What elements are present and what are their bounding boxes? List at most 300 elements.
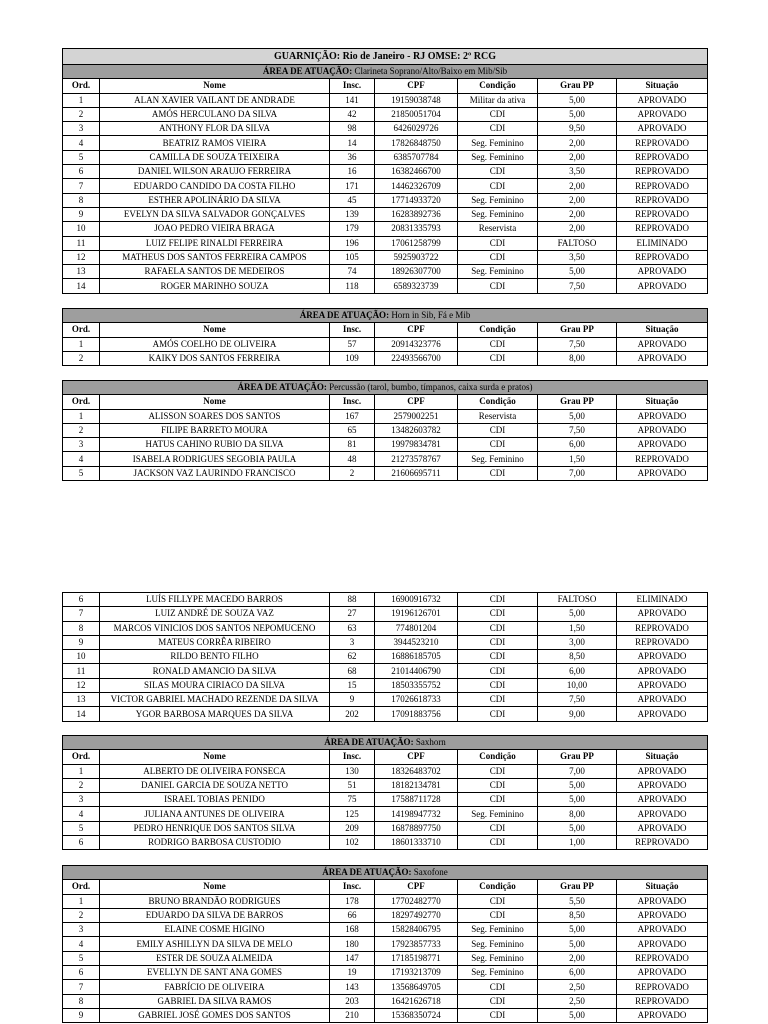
cpf-cell: 16878897750	[375, 821, 458, 835]
condition-cell: Seg. Feminino	[458, 136, 538, 150]
cpf-cell: 20831335793	[375, 222, 458, 236]
insc-cell: 179	[330, 222, 375, 236]
name-cell: MATHEUS DOS SANTOS FERREIRA CAMPOS	[100, 250, 330, 264]
name-cell: RODRIGO BARBOSA CUSTODIO	[100, 836, 330, 850]
table-row	[63, 265, 708, 279]
insc-cell: 105	[330, 250, 375, 264]
grade-cell: 7,50	[538, 279, 617, 293]
table-row	[63, 179, 708, 193]
condition-cell: Seg. Feminino	[458, 923, 538, 937]
cpf-cell: 18601333710	[375, 836, 458, 850]
status-cell: REPROVADO	[617, 136, 708, 150]
ord-cell: 4	[63, 807, 100, 821]
name-cell: JACKSON VAZ LAURINDO FRANCISCO	[100, 466, 330, 480]
cpf-cell: 13568649705	[375, 980, 458, 994]
condition-cell: CDI	[458, 165, 538, 179]
column-header: Situação	[617, 880, 708, 894]
status-cell: APROVADO	[617, 93, 708, 107]
insc-cell: 202	[330, 707, 375, 721]
condition-cell: CDI	[458, 279, 538, 293]
table-row	[63, 778, 708, 792]
ord-cell: 1	[63, 764, 100, 778]
condition-cell: Militar da ativa	[458, 93, 538, 107]
table-row	[63, 980, 708, 994]
name-cell: LUÍS FILLYPE MACEDO BARROS	[100, 593, 330, 607]
name-cell: RONALD AMANCIO DA SILVA	[100, 664, 330, 678]
insc-cell: 42	[330, 107, 375, 121]
cpf-cell: 18503355752	[375, 678, 458, 692]
name-cell: ROGER MARINHO SOUZA	[100, 279, 330, 293]
grade-cell: 9,00	[538, 707, 617, 721]
cpf-cell: 19979834781	[375, 438, 458, 452]
table-row	[63, 150, 708, 164]
cpf-cell: 17193213709	[375, 966, 458, 980]
column-header: Ord.	[63, 79, 100, 93]
table-row	[63, 836, 708, 850]
cpf-cell: 16421626718	[375, 994, 458, 1008]
column-header: Condição	[458, 750, 538, 764]
insc-cell: 130	[330, 764, 375, 778]
results-table	[62, 380, 708, 481]
insc-cell: 14	[330, 136, 375, 150]
condition-cell: Seg. Feminino	[458, 951, 538, 965]
insc-cell: 168	[330, 923, 375, 937]
condition-cell: CDI	[458, 650, 538, 664]
condition-cell: Seg. Feminino	[458, 207, 538, 221]
grade-cell: 5,00	[538, 923, 617, 937]
insc-cell: 65	[330, 423, 375, 437]
condition-cell: CDI	[458, 693, 538, 707]
grade-cell: 2,00	[538, 150, 617, 164]
ord-cell: 5	[63, 466, 100, 480]
condition-cell: CDI	[458, 1008, 538, 1022]
column-header: Nome	[100, 79, 330, 93]
condition-cell: CDI	[458, 122, 538, 136]
name-cell: YGOR BARBOSA MARQUES DA SILVA	[100, 707, 330, 721]
status-cell: APROVADO	[617, 409, 708, 423]
status-cell: ELIMINADO	[617, 593, 708, 607]
insc-cell: 178	[330, 894, 375, 908]
insc-cell: 139	[330, 207, 375, 221]
cpf-cell: 19159038748	[375, 93, 458, 107]
cpf-cell: 18926307700	[375, 265, 458, 279]
table-row	[63, 593, 708, 607]
condition-cell: CDI	[458, 994, 538, 1008]
name-cell: MARCOS VINICIOS DOS SANTOS NEPOMUCENO	[100, 621, 330, 635]
condition-cell: CDI	[458, 980, 538, 994]
area-row	[63, 866, 708, 880]
table-row	[63, 650, 708, 664]
ord-cell: 2	[63, 107, 100, 121]
ord-cell: 6	[63, 966, 100, 980]
ord-cell: 8	[63, 994, 100, 1008]
name-cell: ESTER DE SOUZA ALMEIDA	[100, 951, 330, 965]
status-cell: ELIMINADO	[617, 236, 708, 250]
grade-cell: 3,00	[538, 635, 617, 649]
insc-cell: 196	[330, 236, 375, 250]
status-cell: APROVADO	[617, 279, 708, 293]
cpf-cell: 17714933720	[375, 193, 458, 207]
name-cell: ISRAEL TOBIAS PENIDO	[100, 793, 330, 807]
name-cell: ALISSON SOARES DOS SANTOS	[100, 409, 330, 423]
condition-cell: CDI	[458, 793, 538, 807]
table-row	[63, 807, 708, 821]
name-cell: ALBERTO DE OLIVEIRA FONSECA	[100, 764, 330, 778]
column-header: Grau PP	[538, 79, 617, 93]
column-header: CPF	[375, 395, 458, 409]
ord-cell: 7	[63, 179, 100, 193]
area-label: ÁREA DE ATUAÇÃO:	[262, 66, 353, 77]
insc-cell: 51	[330, 778, 375, 792]
cpf-cell: 14462326709	[375, 179, 458, 193]
ord-cell: 3	[63, 122, 100, 136]
name-cell: EDUARDO CANDIDO DA COSTA FILHO	[100, 179, 330, 193]
condition-cell: CDI	[458, 764, 538, 778]
ord-cell: 2	[63, 423, 100, 437]
grade-cell: 7,00	[538, 466, 617, 480]
ord-cell: 13	[63, 265, 100, 279]
column-header: Insc.	[330, 79, 375, 93]
status-cell: APROVADO	[617, 894, 708, 908]
name-cell: ALAN XAVIER VAILANT DE ANDRADE	[100, 93, 330, 107]
cpf-cell: 16283892736	[375, 207, 458, 221]
column-header: Grau PP	[538, 880, 617, 894]
table-row	[63, 351, 708, 365]
grade-cell: 5,00	[538, 607, 617, 621]
condition-cell: CDI	[458, 236, 538, 250]
area-name: Horn in Sib, Fá e Mib	[391, 310, 471, 321]
insc-cell: 88	[330, 593, 375, 607]
cpf-cell: 21850051704	[375, 107, 458, 121]
grade-cell: 9,50	[538, 122, 617, 136]
cpf-cell: 14198947732	[375, 807, 458, 821]
name-cell: BEATRIZ RAMOS VIEIRA	[100, 136, 330, 150]
ord-cell: 8	[63, 193, 100, 207]
status-cell: APROVADO	[617, 678, 708, 692]
grade-cell: 2,50	[538, 994, 617, 1008]
ord-cell: 5	[63, 951, 100, 965]
grade-cell: 2,00	[538, 207, 617, 221]
ord-cell: 11	[63, 664, 100, 678]
column-header: Insc.	[330, 395, 375, 409]
name-cell: ISABELA RODRIGUES SEGOBIA PAULA	[100, 452, 330, 466]
ord-cell: 6	[63, 593, 100, 607]
status-cell: APROVADO	[617, 466, 708, 480]
cpf-cell: 17026618733	[375, 693, 458, 707]
name-cell: EMILY ASHILLYN DA SILVA DE MELO	[100, 937, 330, 951]
insc-cell: 9	[330, 693, 375, 707]
table-row	[63, 93, 708, 107]
condition-cell: CDI	[458, 179, 538, 193]
condition-cell: CDI	[458, 337, 538, 351]
cpf-cell: 18326483702	[375, 764, 458, 778]
column-header: Situação	[617, 79, 708, 93]
insc-cell: 45	[330, 193, 375, 207]
status-cell: APROVADO	[617, 807, 708, 821]
insc-cell: 3	[330, 635, 375, 649]
grade-cell: 6,00	[538, 664, 617, 678]
insc-cell: 66	[330, 908, 375, 922]
ord-cell: 10	[63, 222, 100, 236]
name-cell: JULIANA ANTUNES DE OLIVEIRA	[100, 807, 330, 821]
grade-cell: 5,00	[538, 265, 617, 279]
status-cell: APROVADO	[617, 908, 708, 922]
table-row	[63, 466, 708, 480]
status-cell: APROVADO	[617, 337, 708, 351]
grade-cell: 2,00	[538, 136, 617, 150]
column-header: CPF	[375, 79, 458, 93]
grade-cell: FALTOSO	[538, 593, 617, 607]
ord-cell: 9	[63, 635, 100, 649]
area-label: ÁREA DE ATUAÇÃO:	[324, 737, 414, 748]
grade-cell: 5,00	[538, 107, 617, 121]
condition-cell: CDI	[458, 908, 538, 922]
column-header: Nome	[100, 880, 330, 894]
status-cell: APROVADO	[617, 265, 708, 279]
ord-cell: 12	[63, 678, 100, 692]
grade-cell: 1,50	[538, 621, 617, 635]
grade-cell: 5,00	[538, 1008, 617, 1022]
ord-cell: 2	[63, 351, 100, 365]
ord-cell: 2	[63, 778, 100, 792]
ord-cell: 6	[63, 165, 100, 179]
table-row	[63, 337, 708, 351]
grade-cell: 7,00	[538, 764, 617, 778]
name-cell: BRUNO BRANDÃO RODRIGUES	[100, 894, 330, 908]
ord-cell: 1	[63, 337, 100, 351]
status-cell: REPROVADO	[617, 193, 708, 207]
column-header: Nome	[100, 323, 330, 337]
condition-cell: Seg. Feminino	[458, 452, 538, 466]
area-title	[63, 309, 708, 323]
ord-cell: 4	[63, 937, 100, 951]
grade-cell: 8,50	[538, 908, 617, 922]
cpf-cell: 22493566700	[375, 351, 458, 365]
column-header: Condição	[458, 395, 538, 409]
cpf-cell: 17702482770	[375, 894, 458, 908]
area-row	[63, 65, 708, 79]
name-cell: FABRÍCIO DE OLIVEIRA	[100, 980, 330, 994]
table-row	[63, 693, 708, 707]
table-row	[63, 621, 708, 635]
name-cell: HATUS CAHINO RUBIO DA SILVA	[100, 438, 330, 452]
grade-cell: 10,00	[538, 678, 617, 692]
grade-cell: 2,50	[538, 980, 617, 994]
column-header: Insc.	[330, 880, 375, 894]
column-header: CPF	[375, 323, 458, 337]
condition-cell: Seg. Feminino	[458, 937, 538, 951]
grade-cell: FALTOSO	[538, 236, 617, 250]
column-header-row	[63, 79, 708, 93]
grade-cell: 6,00	[538, 966, 617, 980]
ord-cell: 2	[63, 908, 100, 922]
insc-cell: 143	[330, 980, 375, 994]
status-cell: REPROVADO	[617, 951, 708, 965]
table-row	[63, 664, 708, 678]
name-cell: GABRIEL JOSÉ GOMES DOS SANTOS	[100, 1008, 330, 1022]
insc-cell: 36	[330, 150, 375, 164]
grade-cell: 7,50	[538, 337, 617, 351]
column-header: Insc.	[330, 750, 375, 764]
cpf-cell: 19196126701	[375, 607, 458, 621]
cpf-cell: 17923857733	[375, 937, 458, 951]
status-cell: REPROVADO	[617, 452, 708, 466]
ord-cell: 4	[63, 136, 100, 150]
condition-cell: CDI	[458, 466, 538, 480]
condition-cell: CDI	[458, 664, 538, 678]
grade-cell: 5,00	[538, 409, 617, 423]
area-label: ÁREA DE ATUAÇÃO:	[237, 382, 327, 393]
condition-cell: CDI	[458, 351, 538, 365]
status-cell: REPROVADO	[617, 165, 708, 179]
cpf-cell: 17185198771	[375, 951, 458, 965]
column-header: Grau PP	[538, 750, 617, 764]
column-header: Ord.	[63, 323, 100, 337]
status-cell: APROVADO	[617, 821, 708, 835]
table-row	[63, 193, 708, 207]
condition-cell: Reservista	[458, 222, 538, 236]
name-cell: JOAO PEDRO VIEIRA BRAGA	[100, 222, 330, 236]
condition-cell: CDI	[458, 423, 538, 437]
cpf-cell: 15828406795	[375, 923, 458, 937]
area-label: ÁREA DE ATUAÇÃO:	[299, 310, 390, 321]
name-cell: ESTHER APOLINÁRIO DA SILVA	[100, 193, 330, 207]
cpf-cell: 15368350724	[375, 1008, 458, 1022]
insc-cell: 147	[330, 951, 375, 965]
condition-cell: CDI	[458, 107, 538, 121]
grade-cell: 2,00	[538, 222, 617, 236]
ord-cell: 7	[63, 607, 100, 621]
cpf-cell: 13482603782	[375, 423, 458, 437]
grade-cell: 5,00	[538, 821, 617, 835]
results-table	[62, 735, 708, 850]
column-header: Ord.	[63, 880, 100, 894]
insc-cell: 62	[330, 650, 375, 664]
status-cell: REPROVADO	[617, 207, 708, 221]
status-cell: APROVADO	[617, 122, 708, 136]
grade-cell: 7,50	[538, 423, 617, 437]
condition-cell: CDI	[458, 250, 538, 264]
results-table	[62, 865, 708, 1023]
name-cell: DANIEL WILSON ARAUJO FERREIRA	[100, 165, 330, 179]
cpf-cell: 6589323739	[375, 279, 458, 293]
insc-cell: 141	[330, 93, 375, 107]
ord-cell: 6	[63, 836, 100, 850]
table-row	[63, 452, 708, 466]
cpf-cell: 18297492770	[375, 908, 458, 922]
name-cell: RAFAELA SANTOS DE MEDEIROS	[100, 265, 330, 279]
status-cell: APROVADO	[617, 764, 708, 778]
insc-cell: 74	[330, 265, 375, 279]
column-header: CPF	[375, 750, 458, 764]
column-header: Insc.	[330, 323, 375, 337]
area-row	[63, 309, 708, 323]
status-cell: APROVADO	[617, 351, 708, 365]
cpf-cell: 6385707784	[375, 150, 458, 164]
area-title	[63, 381, 708, 395]
ord-cell: 1	[63, 93, 100, 107]
area-name: Clarineta Soprano/Alto/Baixo em Mib/Sib	[354, 66, 508, 77]
table-row	[63, 923, 708, 937]
condition-cell: Seg. Feminino	[458, 966, 538, 980]
table-row	[63, 236, 708, 250]
grade-cell: 6,00	[538, 438, 617, 452]
table-row	[63, 966, 708, 980]
name-cell: EDUARDO DA SILVA DE BARROS	[100, 908, 330, 922]
column-header-row	[63, 750, 708, 764]
insc-cell: 75	[330, 793, 375, 807]
ord-cell: 3	[63, 438, 100, 452]
area-row	[63, 381, 708, 395]
column-header-row	[63, 880, 708, 894]
column-header-row	[63, 395, 708, 409]
insc-cell: 209	[330, 821, 375, 835]
grade-cell: 5,00	[538, 93, 617, 107]
table-row	[63, 136, 708, 150]
table-row	[63, 764, 708, 778]
condition-cell: Seg. Feminino	[458, 193, 538, 207]
insc-cell: 68	[330, 664, 375, 678]
status-cell: APROVADO	[617, 664, 708, 678]
status-cell: APROVADO	[617, 1008, 708, 1022]
table-row	[63, 635, 708, 649]
insc-cell: 27	[330, 607, 375, 621]
cpf-cell: 21273578767	[375, 452, 458, 466]
cpf-cell: 2579002251	[375, 409, 458, 423]
status-cell: APROVADO	[617, 693, 708, 707]
name-cell: RILDO BENTO FILHO	[100, 650, 330, 664]
name-cell: CAMILLA DE SOUZA TEIXEIRA	[100, 150, 330, 164]
grade-cell: 5,00	[538, 937, 617, 951]
area-name: Saxofone	[413, 867, 448, 878]
status-cell: APROVADO	[617, 937, 708, 951]
cpf-cell: 3944523210	[375, 635, 458, 649]
area-label: ÁREA DE ATUAÇÃO:	[322, 867, 412, 878]
table-row	[63, 207, 708, 221]
results-table	[62, 48, 708, 294]
grade-cell: 5,50	[538, 894, 617, 908]
table-row	[63, 1008, 708, 1022]
column-header: Situação	[617, 323, 708, 337]
status-cell: APROVADO	[617, 107, 708, 121]
status-cell: REPROVADO	[617, 179, 708, 193]
name-cell: MATEUS CORRÊA RIBEIRO	[100, 635, 330, 649]
cpf-cell: 21606695711	[375, 466, 458, 480]
column-header: Ord.	[63, 395, 100, 409]
name-cell: GABRIEL DA SILVA RAMOS	[100, 994, 330, 1008]
condition-cell: Seg. Feminino	[458, 265, 538, 279]
ord-cell: 8	[63, 621, 100, 635]
condition-cell: CDI	[458, 678, 538, 692]
condition-cell: CDI	[458, 778, 538, 792]
grade-cell: 8,50	[538, 650, 617, 664]
condition-cell: CDI	[458, 894, 538, 908]
cpf-cell: 18182134781	[375, 778, 458, 792]
insc-cell: 167	[330, 409, 375, 423]
insc-cell: 63	[330, 621, 375, 635]
area-title	[63, 65, 708, 79]
cpf-cell: 17061258799	[375, 236, 458, 250]
area-name: Percussão (tarol, bumbo, tímpanos, caixa surda e pratos)	[329, 382, 533, 393]
table-row	[63, 908, 708, 922]
condition-cell: Reservista	[458, 409, 538, 423]
column-header: Situação	[617, 750, 708, 764]
cpf-cell: 17091883756	[375, 707, 458, 721]
column-header: CPF	[375, 880, 458, 894]
table-row	[63, 122, 708, 136]
ord-cell: 14	[63, 707, 100, 721]
column-header: Condição	[458, 79, 538, 93]
